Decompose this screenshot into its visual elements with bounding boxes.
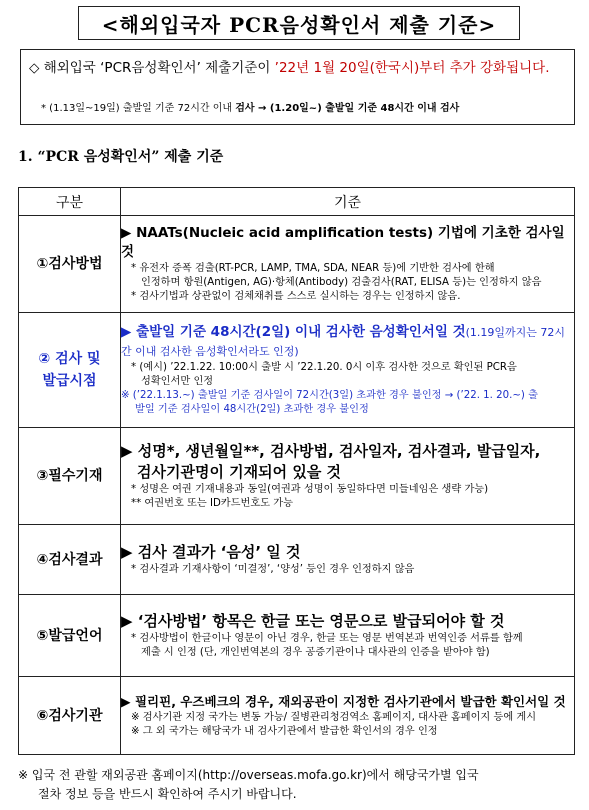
row-category: ⑥검사기관: [19, 677, 121, 755]
row-note: * 검사결과 기재사항이 ‘미결정’, ‘양성’ 등인 경우 인정하지 않음: [131, 564, 415, 575]
row-category: ④검사결과: [19, 525, 121, 595]
row-criteria: [121, 595, 575, 677]
notice-text: [29, 58, 569, 78]
header-criteria: 기준: [121, 188, 575, 216]
notice-line-post: 터 추가 강화됩니다.: [432, 60, 550, 76]
row-category-line2: 발급시점: [42, 373, 97, 389]
row-head: ▶ 성명*, 생년월일**, 검사방법, 검사일자, 검사결과, 발급일자,: [121, 442, 541, 460]
criteria-table: [18, 187, 575, 755]
notice-box: [20, 49, 575, 125]
table-row: [19, 428, 575, 525]
row-criteria: [121, 428, 575, 525]
row-category: ③필수기재: [19, 428, 121, 525]
notice-sub-bold2: (1.20일~) 출발일 기준 48시간 이내 검사: [269, 103, 460, 114]
row-head: ▶ ‘검사방법’ 항목은 한글 또는 영문으로 발급되어야 할 것: [121, 612, 505, 630]
row-note: ** 여권번호 또는 ID카드번호도 가능: [131, 498, 293, 509]
row-red-note: ※ (’22.1.13.~) 출발일 기준 검사일이 72시간(3일) 초과한 경우 불인정 → (’22. 1. 20.~) 출: [121, 390, 538, 401]
title-box: [78, 6, 520, 40]
row-note: * 검사기법과 상관없이 검체채취를 스스로 실시하는 경우는 인정하지 않음.: [131, 291, 461, 302]
notice-date-highlight: ’22년 1월 20일(한국시)부: [274, 60, 433, 76]
row-note: * 성명은 여권 기재내용과 동일(여권과 성명이 동일하다면 미들네임은 생략 가능): [131, 484, 489, 495]
row-note: * 유전자 증폭 검출(RT-PCR, LAMP, TMA, SDA, NEAR 등)에 기반한 검사에 한해: [131, 263, 495, 274]
row-head-tail: (1.19일까지는 72시간 이내 검사한 음성확인서라도 인정): [121, 326, 566, 358]
row-head: ▶ 필리핀, 우즈베크의 경우, 재외공관이 지정한 검사기관에서 발급한 확인서일 것: [121, 694, 566, 709]
section-title: 1. “PCR 음성확인서” 제출 기준: [18, 149, 224, 165]
row-head-bold: ▶ 출발일 기준 48시간(2일) 이내 검사한 음성확인서일 것: [121, 324, 466, 340]
notice-sub-bold1: 검사: [235, 103, 255, 114]
row-head: 검사기관명이 기재되어 있을 것: [137, 463, 342, 481]
row-red-note: 발일 기준 검사일이 48시간(2일) 초과한 경우 불인정: [135, 404, 369, 415]
notice-sub-arrow: →: [254, 103, 270, 114]
table-row: [19, 595, 575, 677]
footer-note: [18, 766, 574, 804]
row-note: ※ 그 외 국가는 해당국가 내 검사기관에서 발급한 확인서의 경우 인정: [131, 726, 438, 737]
table-row: [19, 313, 575, 428]
row-note: * 검사방법이 한글이나 영문이 아닌 경우, 한글 또는 영문 번역본과 번역인증 서류를 함께: [131, 633, 523, 644]
footer-line1: ※ 입국 전 관할 재외공관 홈페이지(http://overseas.mofa.go.kr)에서 해당국가별 입국: [18, 768, 479, 782]
row-head: ▶ 검사 결과가 ‘음성’ 일 것: [121, 543, 301, 561]
table-row: [19, 525, 575, 595]
footer-line2: 절차 정보 등을 반드시 확인하여 주시기 바랍니다.: [38, 787, 297, 801]
header-category: 구분: [19, 188, 121, 216]
row-criteria: [121, 216, 575, 313]
notice-subnote: [41, 102, 571, 116]
notice-sub-prefix: * (1.13일~19일) 출발일 기준 72시간 이내: [41, 103, 236, 114]
table-header-row: [19, 188, 575, 216]
notice-line-pre: 해외입국 ‘PCR음성확인서’ 제출기준이: [43, 60, 275, 76]
row-note: ※ 검사기관 지정 국가는 변동 가능/ 질병관리청검역소 홈페이지, 대사관 홈페이지 등에 게시: [131, 712, 537, 723]
row-criteria: [121, 313, 575, 428]
page-title: <해외입국자 PCR음성확인서 제출 기준>: [101, 12, 497, 37]
row-category-line1: ② 검사 및: [38, 351, 101, 367]
row-note: * (예시) ’22.1.22. 10:00시 출발 시 ’22.1.20. 0시 이후 검사한 것으로 확인된 PCR음: [131, 362, 517, 373]
row-category: ①검사방법: [19, 216, 121, 313]
row-criteria: [121, 677, 575, 755]
table-row: [19, 216, 575, 313]
row-criteria: [121, 525, 575, 595]
row-head: [121, 323, 574, 361]
table-row: [19, 677, 575, 755]
diamond-icon: ◇: [29, 60, 40, 76]
row-category: ⑤발급언어: [19, 595, 121, 677]
row-category: [19, 313, 121, 428]
row-note: 성확인서만 인정: [141, 376, 214, 387]
row-note: 제출 시 인정 (단, 개인번역본의 경우 공증기관이나 대사관의 인증을 받아야 함): [141, 647, 490, 658]
row-head: ▶ NAATs(Nucleic acid amplification tests) 기법에 기초한 검사일 것: [121, 225, 565, 260]
row-note: 인정하며 항원(Antigen, AG)·항체(Antibody) 검출검사(RAT, ELISA 등)는 인정하지 않음: [141, 277, 542, 288]
